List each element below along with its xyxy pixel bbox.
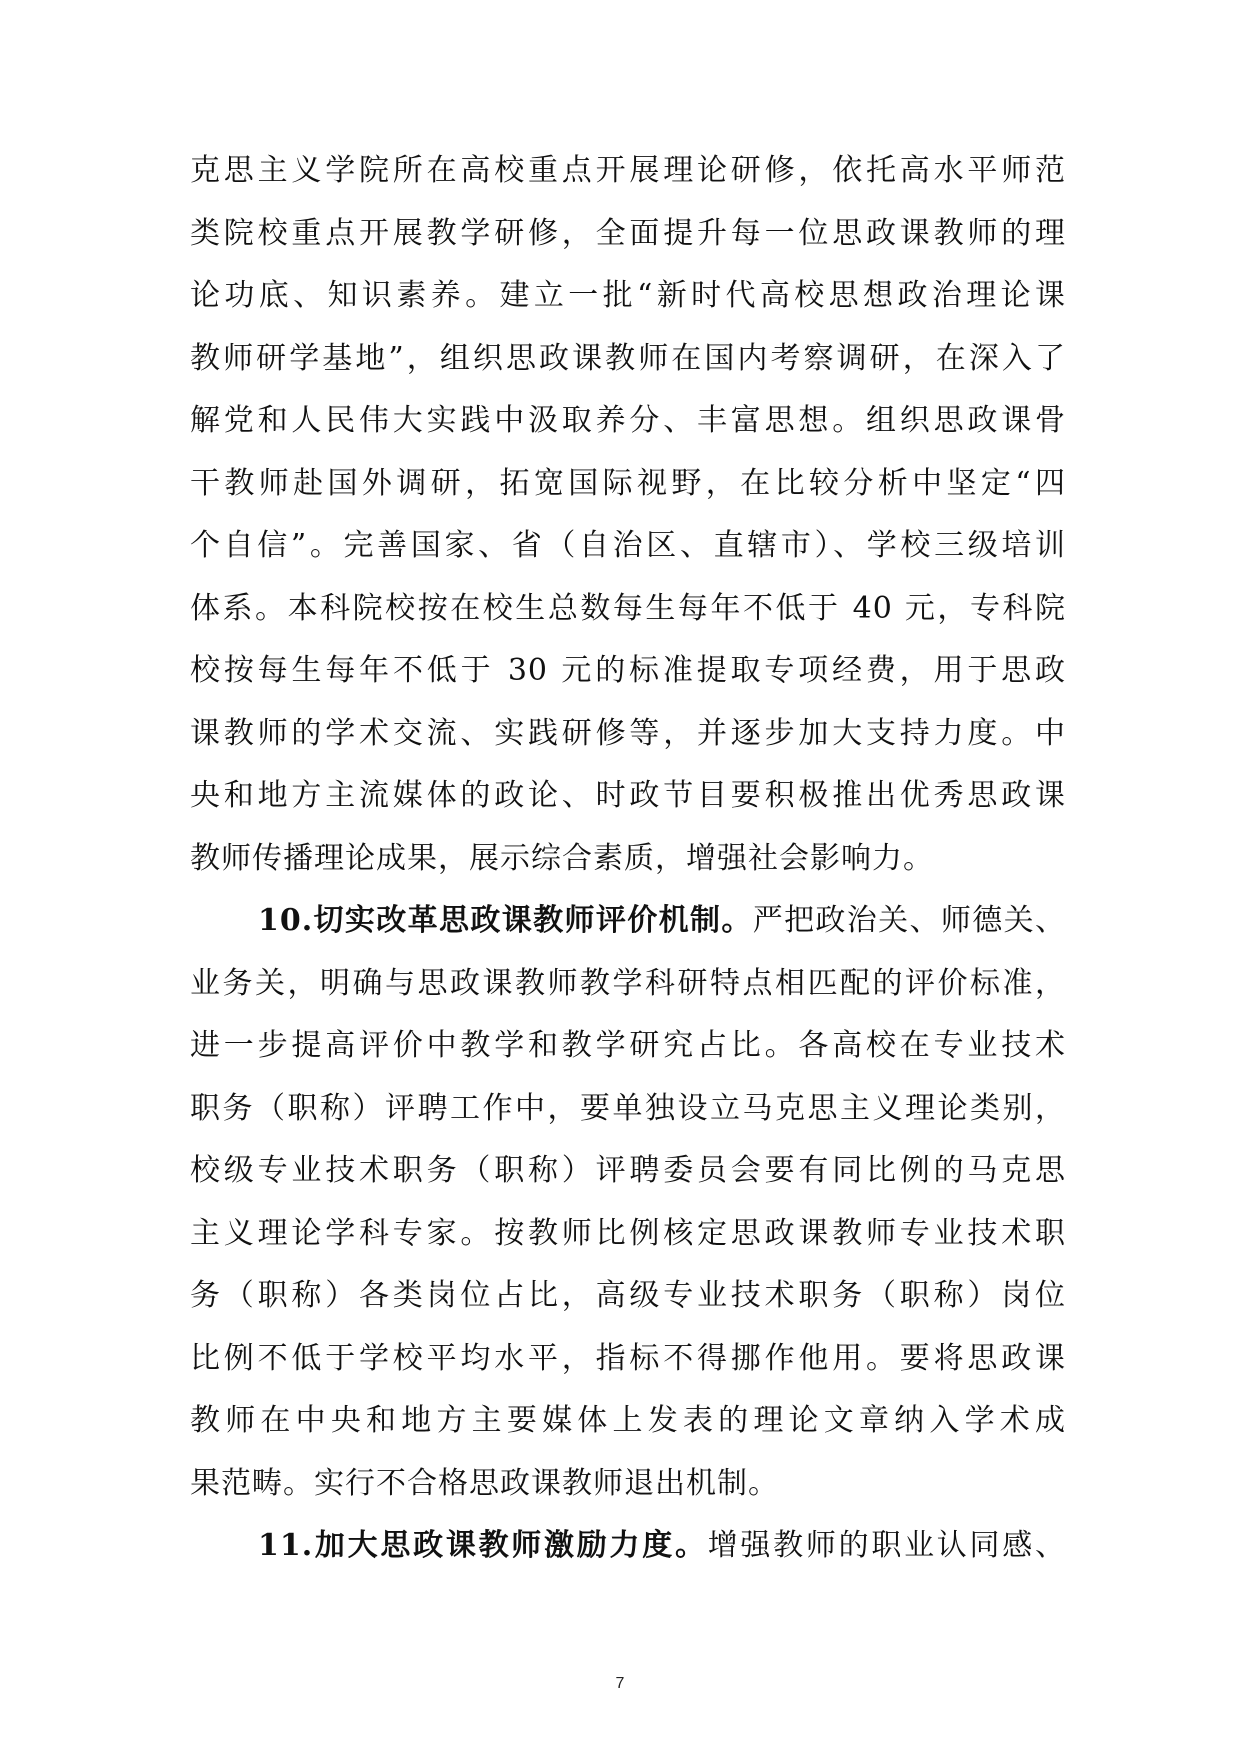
text-line: 比例不低于学校平均水平，指标不得挪作他用。要将思政课: [190, 1340, 1066, 1376]
text-line: 教师研学基地”，组织思政课教师在国内考察调研，在深入了: [190, 340, 1066, 376]
text-line: 央和地方主流媒体的政论、时政节目要积极推出优秀思政课: [190, 778, 1066, 813]
section-10-first-line-text: 严把政治关、师德关、: [752, 903, 1067, 938]
text-line: 克思主义学院所在高校重点开展理论研修，依托高水平师范: [190, 153, 1066, 188]
text-line: 教师在中央和地方主要媒体上发表的理论文章纳入学术成: [190, 1403, 1066, 1438]
section-10-first-line: [190, 890, 1066, 953]
section-10: [190, 890, 1066, 1515]
text-line: 校按每生每年不低于 30 元的标准提取专项经费，用于思政: [190, 653, 1066, 688]
text-line: 干教师赴国外调研，拓宽国际视野，在比较分析中坚定“四: [190, 465, 1066, 501]
section-11-first-line: [190, 1515, 1066, 1578]
text-line: 解党和人民伟大实践中汲取养分、丰富思想。组织思政课骨: [190, 403, 1066, 438]
text-line: 校级专业技术职务（职称）评聘委员会要有同比例的马克思: [190, 1153, 1066, 1188]
paragraph-continuation: [190, 140, 1066, 890]
text-line: 课教师的学术交流、实践研修等，并逐步加大支持力度。中: [190, 715, 1066, 751]
section-10-heading: 10.切实改革思政课教师评价机制。: [258, 903, 753, 938]
text-line: 务（职称）各类岗位占比，高级专业技术职务（职称）岗位: [190, 1278, 1066, 1313]
section-11-heading: 11.加大思政课教师激励力度。: [258, 1528, 708, 1563]
text-line: 果范畴。实行不合格思政课教师退出机制。: [190, 1465, 779, 1501]
text-line: 个自信”。完善国家、省（自治区、直辖市）、学校三级培训: [190, 528, 1066, 563]
text-line: 类院校重点开展教学研修，全面提升每一位思政课教师的理: [190, 215, 1066, 251]
text-line: 论功底、知识素养。建立一批“新时代高校思想政治理论课: [190, 278, 1066, 313]
text-line: 业务关，明确与思政课教师教学科研特点相匹配的评价标准，: [190, 965, 1066, 1001]
text-line: 体系。本科院校按在校生总数每生每年不低于 40 元，专科院: [190, 590, 1066, 626]
section-11-first-line-text: 增强教师的职业认同感、: [707, 1528, 1066, 1563]
text-line: 教师传播理论成果，展示综合素质，增强社会影响力。: [190, 840, 934, 876]
section-11: [190, 1515, 1066, 1578]
text-line: 进一步提高评价中教学和教学研究占比。各高校在专业技术: [190, 1028, 1066, 1063]
text-line: 主义理论学科专家。按教师比例核定思政课教师专业技术职: [190, 1215, 1066, 1251]
text-line: 职务（职称）评聘工作中，要单独设立马克思主义理论类别，: [190, 1090, 1066, 1126]
page-number: 7: [615, 1675, 625, 1692]
